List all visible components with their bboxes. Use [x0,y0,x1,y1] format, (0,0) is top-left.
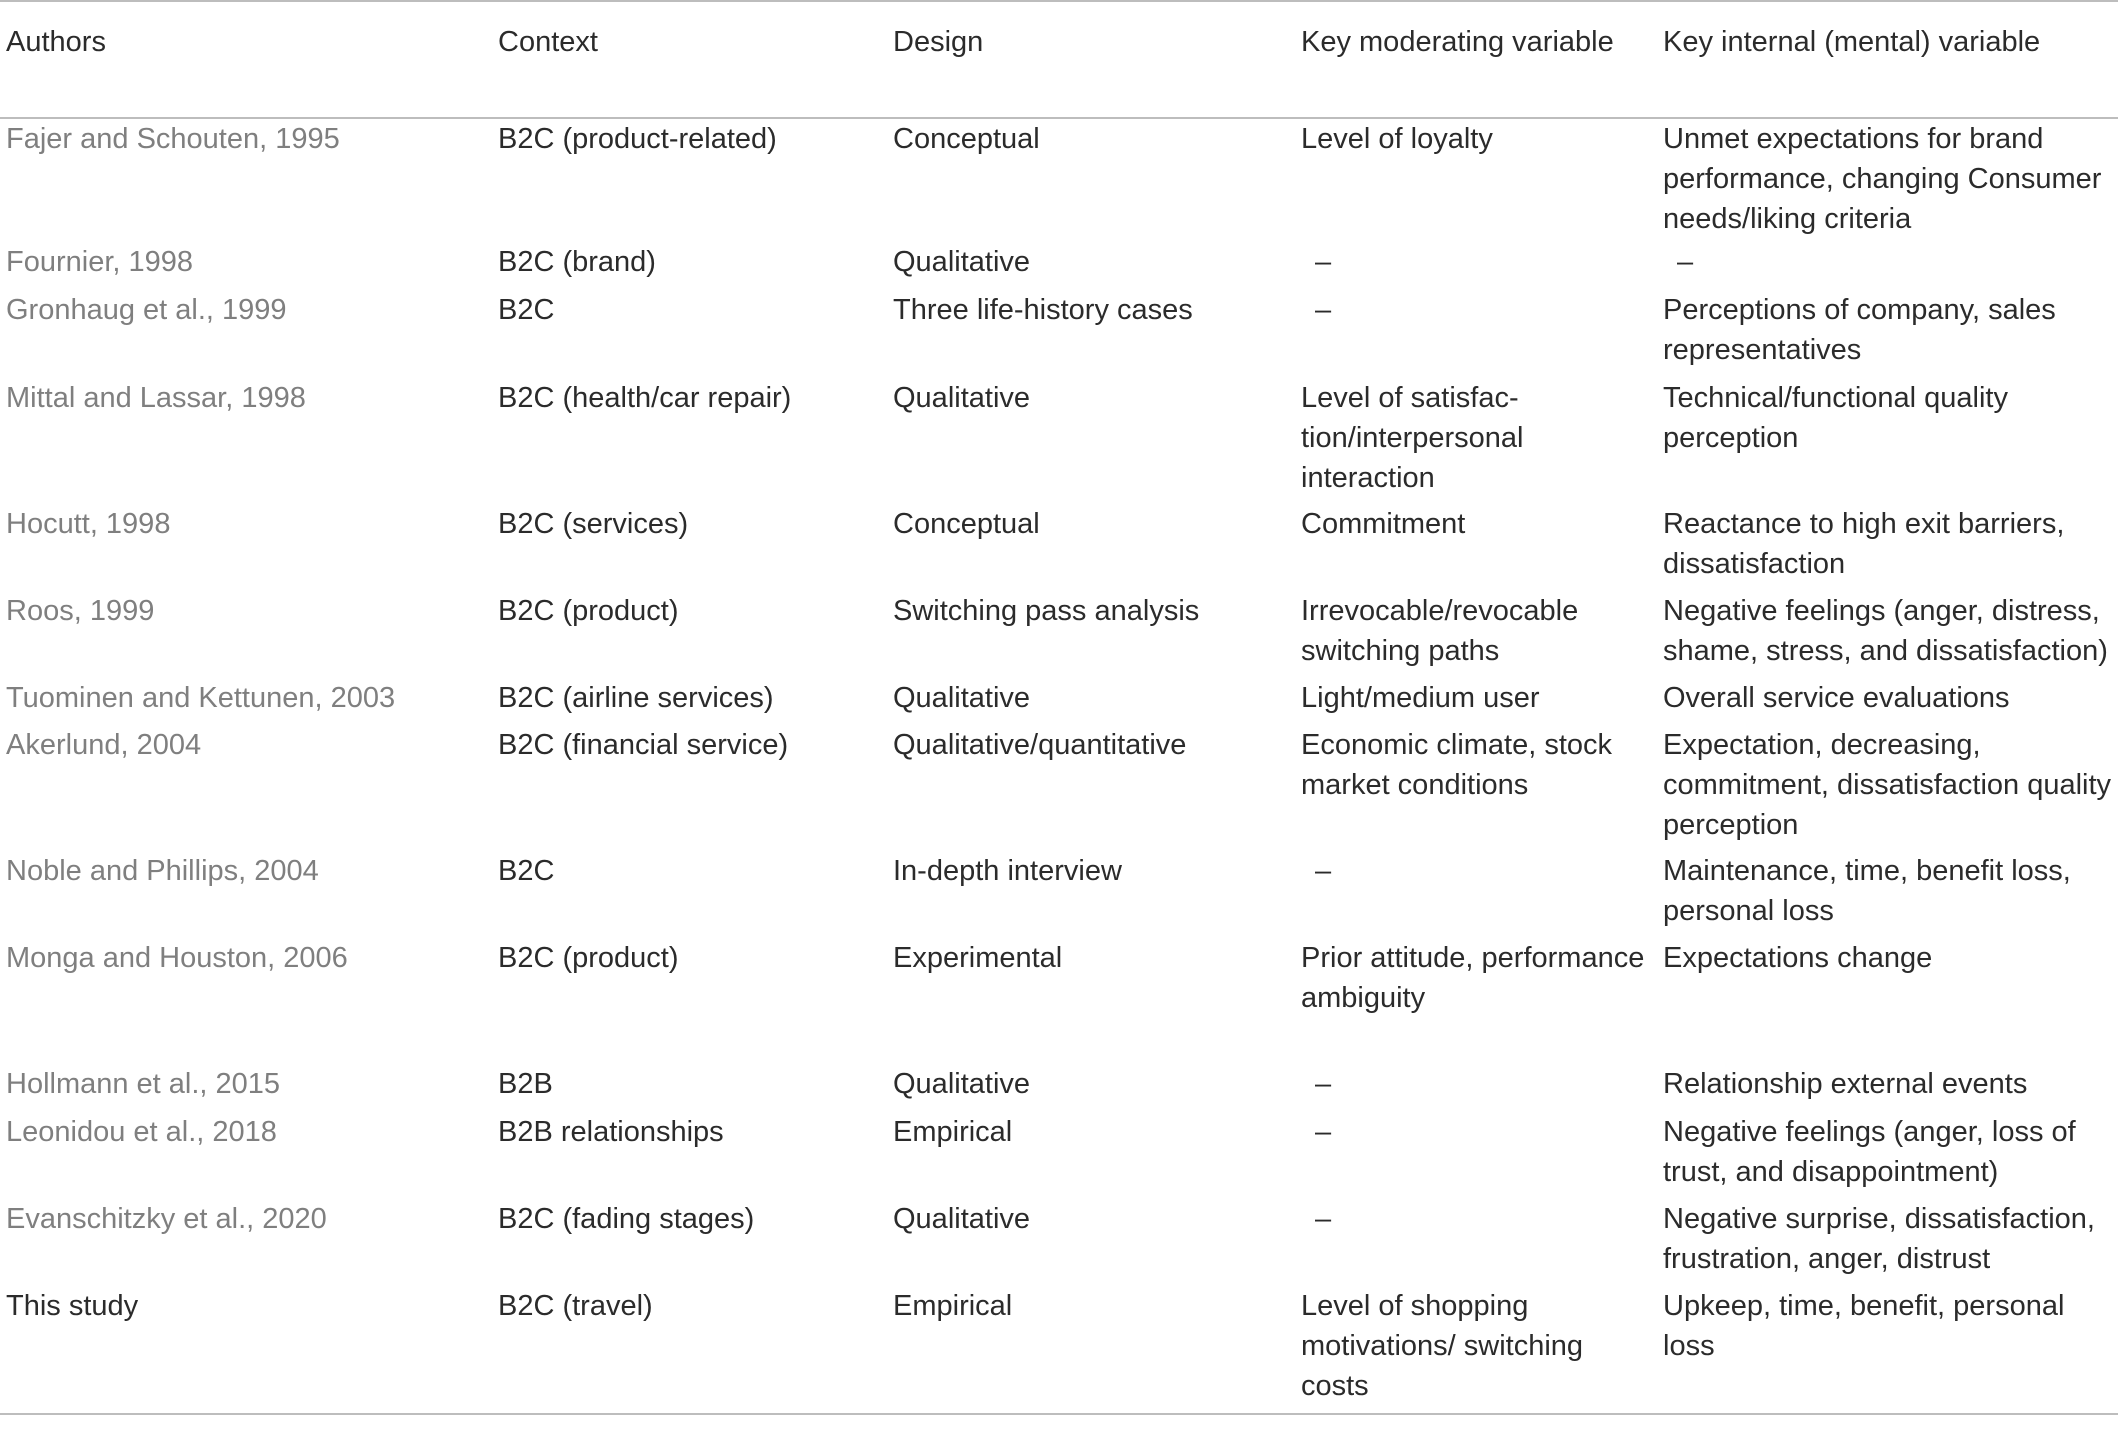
cell-authors: This study [0,1286,492,1414]
cell-moderating: Light/medium user [1301,682,1540,714]
cell-internal: Negative feelings (anger, distress, shame, stress, and dissatisfaction) [1663,595,2108,667]
table-row [0,678,2118,725]
cell-internal: Overall service evaluations [1663,682,2010,714]
cell-internal: – [1677,246,1694,278]
cell-internal: Negative surprise, dissatisfaction, frustration, anger, distrust [1663,1203,2095,1275]
cell-moderating: Level of satisfac-tion/interpersonal interaction [1301,382,1524,494]
cell-context: B2C (fading stages) [498,1203,755,1235]
cell-authors: Akerlund, 2004 [6,729,202,761]
cell-moderating: Level of shopping motivations/ switching costs [1295,1286,1657,1414]
cell-internal: Upkeep, time, benefit, personal loss [1657,1286,2118,1414]
cell-design: Three life-history cases [893,294,1193,326]
cell-context: B2C (product) [498,942,679,974]
cell-moderating: – [1315,855,1332,887]
cell-design: Empirical [887,1286,1295,1414]
header-authors: Authors [0,1,492,118]
cell-authors: Fournier, 1998 [6,246,194,278]
cell-moderating: Level of loyalty [1301,123,1493,155]
cell-authors: Leonidou et al., 2018 [6,1116,277,1148]
cell-design: Empirical [893,1116,1013,1148]
table-row [0,1064,2118,1112]
cell-internal: Relationship external events [1663,1068,2028,1100]
cell-context: B2C (airline services) [498,682,774,714]
cell-design: Experimental [893,942,1063,974]
table-row [0,938,2118,1064]
table-header [0,1,2118,118]
cell-context: B2C (product-related) [498,123,777,155]
header-row [0,1,2118,118]
cell-authors: Gronhaug et al., 1999 [6,294,287,326]
cell-internal: Perceptions of company, sales representatives [1663,294,2056,366]
table-row [0,591,2118,678]
cell-design: Qualitative [893,1203,1031,1235]
cell-authors: Hocutt, 1998 [6,508,171,540]
cell-design: Conceptual [893,123,1040,155]
cell-internal: Reactance to high exit barriers, dissatisfaction [1663,508,2065,580]
cell-context: B2C [498,294,555,326]
cell-authors: Evanschitzky et al., 2020 [6,1203,327,1235]
cell-context: B2C (travel) [492,1286,887,1414]
cell-design: Qualitative [893,682,1031,714]
cell-internal: Technical/functional quality perception [1663,382,2008,454]
cell-internal: Expectations change [1663,942,1933,974]
cell-authors: Roos, 1999 [6,595,155,627]
table-row [0,1286,2118,1414]
cell-design: Qualitative [893,382,1031,414]
cell-design: Conceptual [893,508,1040,540]
table-row [0,118,2118,242]
cell-authors: Hollmann et al., 2015 [6,1068,281,1100]
header-internal-variable: Key internal (mental) variable [1657,1,2118,118]
cell-moderating: – [1315,294,1332,326]
cell-context: B2C (health/car repair) [498,382,792,414]
table-row [0,1199,2118,1286]
cell-internal: Expectation, decreasing, commitment, dissatisfaction quality perception [1663,729,2112,841]
cell-authors: Mittal and Lassar, 1998 [6,382,306,414]
cell-design: Qualitative [893,246,1031,278]
table-body [0,118,2118,1414]
cell-moderating: – [1315,246,1332,278]
table-row [0,290,2118,378]
cell-design: In-depth interview [893,855,1122,887]
cell-moderating: – [1315,1203,1332,1235]
table-row [0,378,2118,504]
cell-design: Qualitative [893,1068,1031,1100]
cell-moderating: Commitment [1301,508,1466,540]
cell-internal: Maintenance, time, benefit loss, personal loss [1663,855,2071,927]
cell-internal: Negative feelings (anger, loss of trust, and disappointment) [1663,1116,2076,1188]
cell-authors: Monga and Houston, 2006 [6,942,348,974]
cell-moderating: Prior attitude, performance ambiguity [1301,942,1645,1014]
cell-context: B2C (services) [498,508,689,540]
cell-moderating: – [1315,1068,1332,1100]
cell-context: B2B [498,1068,553,1100]
cell-authors: Tuominen and Kettunen, 2003 [6,682,396,714]
cell-design: Qualitative/quantitative [893,729,1187,761]
cell-moderating: Irrevocable/revocable switching paths [1301,595,1579,667]
table-row [0,725,2118,851]
table-row [0,504,2118,591]
header-context: Context [492,1,887,118]
cell-moderating: – [1315,1116,1332,1148]
cell-context: B2C (financial service) [498,729,789,761]
cell-context: B2C (brand) [498,246,656,278]
table-row [0,242,2118,290]
cell-context: B2C (product) [498,595,679,627]
cell-authors: Noble and Phillips, 2004 [6,855,319,887]
header-design: Design [887,1,1295,118]
table-row [0,1112,2118,1199]
cell-authors: Fajer and Schouten, 1995 [6,123,340,155]
cell-moderating: Economic climate, stock market conditions [1301,729,1613,801]
cell-context: B2C [498,855,555,887]
cell-context: B2B relationships [498,1116,724,1148]
cell-internal: Unmet expectations for brand performance, changing Consumer needs/liking criteria [1663,123,2102,235]
cell-design: Switching pass analysis [893,595,1200,627]
table-row [0,851,2118,938]
header-moderating-variable: Key moderating variable [1295,1,1657,118]
